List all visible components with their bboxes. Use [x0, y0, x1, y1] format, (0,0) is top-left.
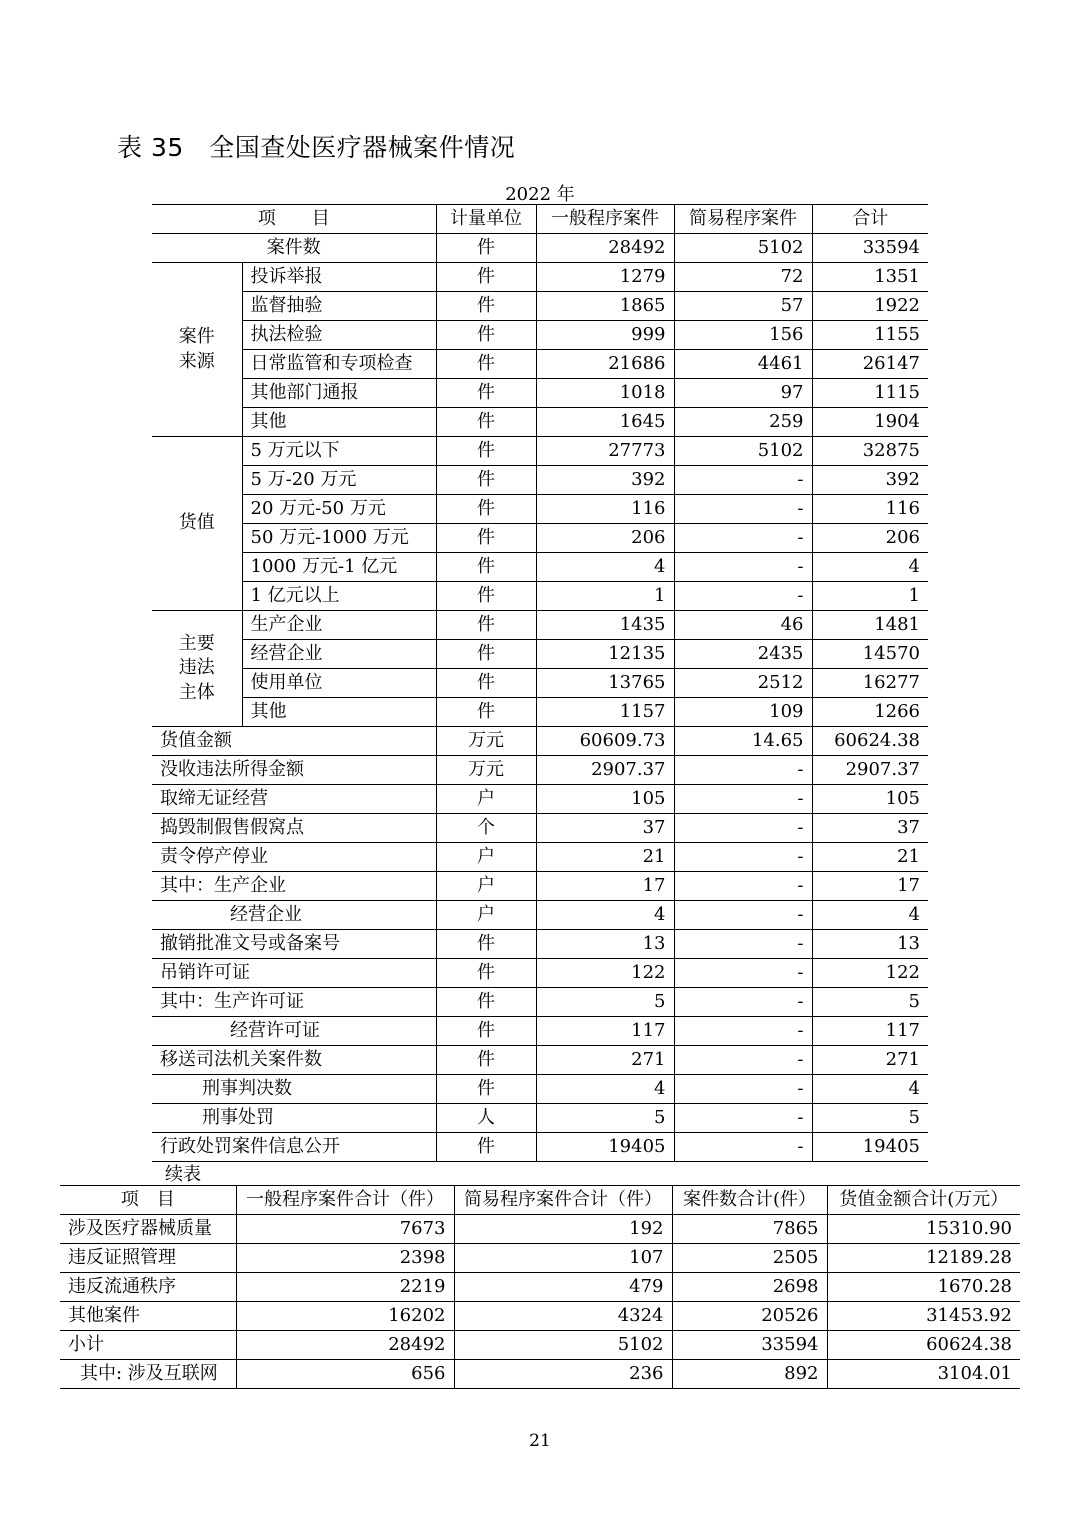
- unit-cell: 个: [436, 814, 536, 843]
- table-header-row: [60, 1186, 1020, 1215]
- value-cell: 7865: [672, 1215, 827, 1244]
- value-cell: 4461: [674, 350, 812, 379]
- value-cell: 1: [536, 582, 674, 611]
- row-label: 其中：生产企业: [152, 872, 436, 901]
- value-cell: -: [674, 1046, 812, 1075]
- value-cell: 392: [536, 466, 674, 495]
- unit-cell: 万元: [436, 756, 536, 785]
- unit-cell: 件: [436, 321, 536, 350]
- value-cell: 1279: [536, 263, 674, 292]
- row-label: 违反证照管理: [60, 1244, 236, 1273]
- table-row: [152, 524, 928, 553]
- value-cell: 60609.73: [536, 727, 674, 756]
- unit-cell: 人: [436, 1104, 536, 1133]
- table-row: [152, 466, 928, 495]
- row-label: 吊销许可证: [152, 959, 436, 988]
- header-cell: 项 目: [60, 1186, 236, 1215]
- value-cell: -: [674, 553, 812, 582]
- row-label: 其中：生产许可证: [152, 988, 436, 1017]
- value-cell: 21: [812, 843, 928, 872]
- value-cell: 33594: [812, 234, 928, 263]
- value-cell: 1904: [812, 408, 928, 437]
- value-cell: 1481: [812, 611, 928, 640]
- value-cell: -: [674, 582, 812, 611]
- table-row: [60, 1273, 1020, 1302]
- table-row: [152, 901, 928, 930]
- table-year: 2022 年: [505, 184, 575, 205]
- value-cell: 4: [536, 553, 674, 582]
- row-label: 刑事处罚: [152, 1104, 436, 1133]
- value-cell: 2219: [236, 1273, 454, 1302]
- row-label: 经营许可证: [152, 1017, 436, 1046]
- value-cell: 392: [812, 466, 928, 495]
- unit-cell: 件: [436, 1075, 536, 1104]
- value-cell: -: [674, 959, 812, 988]
- value-cell: 192: [454, 1215, 672, 1244]
- unit-cell: 件: [436, 524, 536, 553]
- value-cell: 72: [674, 263, 812, 292]
- value-cell: 28492: [536, 234, 674, 263]
- row-label: 5 万-20 万元: [242, 466, 436, 495]
- row-label: 监督抽验: [242, 292, 436, 321]
- row-label: 其他: [242, 698, 436, 727]
- value-cell: 1018: [536, 379, 674, 408]
- row-label: 刑事判决数: [152, 1075, 436, 1104]
- value-cell: 2907.37: [536, 756, 674, 785]
- value-cell: 37: [812, 814, 928, 843]
- value-cell: 892: [672, 1360, 827, 1389]
- row-label: 5 万元以下: [242, 437, 436, 466]
- table-row: [152, 1075, 928, 1104]
- value-cell: 27773: [536, 437, 674, 466]
- row-label: 生产企业: [242, 611, 436, 640]
- value-cell: 13: [812, 930, 928, 959]
- value-cell: 33594: [672, 1331, 827, 1360]
- table-row: [152, 495, 928, 524]
- unit-cell: 件: [436, 408, 536, 437]
- value-cell: 117: [812, 1017, 928, 1046]
- value-cell: 1351: [812, 263, 928, 292]
- unit-cell: 件: [436, 495, 536, 524]
- row-label: 20 万元-50 万元: [242, 495, 436, 524]
- header-cell: 案件数合计(件）: [672, 1186, 827, 1215]
- value-cell: 1645: [536, 408, 674, 437]
- unit-cell: 件: [436, 611, 536, 640]
- continued-label: 续表: [165, 1164, 201, 1185]
- row-label: 其他: [242, 408, 436, 437]
- value-cell: -: [674, 843, 812, 872]
- table-row: [152, 350, 928, 379]
- row-label: 其他部门通报: [242, 379, 436, 408]
- table-row: [152, 582, 928, 611]
- unit-cell: 件: [436, 698, 536, 727]
- value-cell: 2505: [672, 1244, 827, 1273]
- value-cell: 479: [454, 1273, 672, 1302]
- value-cell: 37: [536, 814, 674, 843]
- value-cell: 5: [536, 1104, 674, 1133]
- value-cell: 21: [536, 843, 674, 872]
- page-title: 表 35 全国查处医疗器械案件情况: [117, 133, 516, 162]
- value-cell: 12135: [536, 640, 674, 669]
- value-cell: 5: [812, 1104, 928, 1133]
- value-cell: 271: [536, 1046, 674, 1075]
- value-cell: 1435: [536, 611, 674, 640]
- value-cell: -: [674, 1017, 812, 1046]
- table-row: [152, 814, 928, 843]
- table-row: [152, 292, 928, 321]
- header-cell: 一般程序案件合计（件）: [236, 1186, 454, 1215]
- table-row: [152, 1133, 928, 1162]
- table-row: [152, 408, 928, 437]
- value-cell: 17: [812, 872, 928, 901]
- row-label: 经营企业: [152, 901, 436, 930]
- value-cell: 17: [536, 872, 674, 901]
- value-cell: 5102: [674, 437, 812, 466]
- value-cell: -: [674, 785, 812, 814]
- value-cell: 107: [454, 1244, 672, 1273]
- row-label: 执法检验: [242, 321, 436, 350]
- unit-cell: 户: [436, 785, 536, 814]
- table-row: [152, 698, 928, 727]
- row-label: 行政处罚案件信息公开: [152, 1133, 436, 1162]
- unit-cell: 件: [436, 1046, 536, 1075]
- table-row: [152, 1046, 928, 1075]
- value-cell: 259: [674, 408, 812, 437]
- table-row: [152, 930, 928, 959]
- value-cell: 206: [536, 524, 674, 553]
- value-cell: 31453.92: [827, 1302, 1020, 1331]
- value-cell: -: [674, 466, 812, 495]
- row-label: 违反流通秩序: [60, 1273, 236, 1302]
- unit-cell: 件: [436, 988, 536, 1017]
- value-cell: 5102: [674, 234, 812, 263]
- value-cell: 4: [536, 901, 674, 930]
- value-cell: 4: [812, 1075, 928, 1104]
- value-cell: 60624.38: [812, 727, 928, 756]
- value-cell: 26147: [812, 350, 928, 379]
- table-row: [152, 1017, 928, 1046]
- value-cell: 4: [536, 1075, 674, 1104]
- table-row: [152, 785, 928, 814]
- value-cell: 19405: [536, 1133, 674, 1162]
- row-label: 使用单位: [242, 669, 436, 698]
- unit-cell: 件: [436, 640, 536, 669]
- row-label: 其他案件: [60, 1302, 236, 1331]
- value-cell: 236: [454, 1360, 672, 1389]
- value-cell: 656: [236, 1360, 454, 1389]
- value-cell: 5: [536, 988, 674, 1017]
- value-cell: 1922: [812, 292, 928, 321]
- value-cell: 32875: [812, 437, 928, 466]
- table-row: [60, 1331, 1020, 1360]
- value-cell: 4: [812, 553, 928, 582]
- value-cell: 2907.37: [812, 756, 928, 785]
- row-label: 货值金额: [152, 727, 436, 756]
- table-row: [60, 1302, 1020, 1331]
- value-cell: -: [674, 901, 812, 930]
- value-cell: 19405: [812, 1133, 928, 1162]
- unit-cell: 件: [436, 959, 536, 988]
- value-cell: 21686: [536, 350, 674, 379]
- value-cell: 156: [674, 321, 812, 350]
- table-row: [60, 1244, 1020, 1273]
- unit-cell: 件: [436, 1133, 536, 1162]
- value-cell: 1157: [536, 698, 674, 727]
- table-row: [152, 959, 928, 988]
- value-cell: 122: [536, 959, 674, 988]
- value-cell: 206: [812, 524, 928, 553]
- value-cell: -: [674, 1075, 812, 1104]
- row-label: 投诉举报: [242, 263, 436, 292]
- row-label: 捣毁制假售假窝点: [152, 814, 436, 843]
- value-cell: 97: [674, 379, 812, 408]
- row-label: 其中: 涉及互联网: [60, 1360, 236, 1389]
- header-cell: 简易程序案件: [674, 205, 812, 234]
- value-cell: 16202: [236, 1302, 454, 1331]
- continued-table: [60, 1185, 1020, 1389]
- value-cell: 28492: [236, 1331, 454, 1360]
- table-row: [152, 669, 928, 698]
- value-cell: 14570: [812, 640, 928, 669]
- table-row: [152, 1104, 928, 1133]
- row-label: 1 亿元以上: [242, 582, 436, 611]
- unit-cell: 户: [436, 901, 536, 930]
- header-cell: 简易程序案件合计（件）: [454, 1186, 672, 1215]
- value-cell: 1155: [812, 321, 928, 350]
- page-number: 21: [529, 1431, 551, 1451]
- value-cell: 57: [674, 292, 812, 321]
- header-cell: 货值金额合计(万元）: [827, 1186, 1020, 1215]
- value-cell: 2435: [674, 640, 812, 669]
- value-cell: 2698: [672, 1273, 827, 1302]
- unit-cell: 件: [436, 379, 536, 408]
- value-cell: -: [674, 495, 812, 524]
- value-cell: 13: [536, 930, 674, 959]
- table-row: [152, 553, 928, 582]
- value-cell: 20526: [672, 1302, 827, 1331]
- table-row: [152, 872, 928, 901]
- row-label: 责令停产停业: [152, 843, 436, 872]
- row-label: 50 万元-1000 万元: [242, 524, 436, 553]
- value-cell: 12189.28: [827, 1244, 1020, 1273]
- value-cell: 13765: [536, 669, 674, 698]
- row-label: 没收违法所得金额: [152, 756, 436, 785]
- value-cell: 1266: [812, 698, 928, 727]
- header-item: 项 目: [152, 205, 436, 234]
- table-row: [152, 727, 928, 756]
- table-row: [152, 756, 928, 785]
- unit-cell: 件: [436, 553, 536, 582]
- value-cell: 14.65: [674, 727, 812, 756]
- row-label: 日常监管和专项检查: [242, 350, 436, 379]
- value-cell: 7673: [236, 1215, 454, 1244]
- group-label: 主要 违法 主体: [152, 611, 242, 727]
- unit-cell: 件: [436, 582, 536, 611]
- unit-cell: 件: [436, 350, 536, 379]
- row-label: 经营企业: [242, 640, 436, 669]
- table-row: [152, 611, 928, 640]
- value-cell: 1670.28: [827, 1273, 1020, 1302]
- value-cell: -: [674, 988, 812, 1017]
- value-cell: 105: [812, 785, 928, 814]
- value-cell: -: [674, 1104, 812, 1133]
- unit-cell: 件: [436, 263, 536, 292]
- row-label: 移送司法机关案件数: [152, 1046, 436, 1075]
- unit-cell: 件: [436, 466, 536, 495]
- unit-cell: 件: [436, 437, 536, 466]
- value-cell: 2512: [674, 669, 812, 698]
- value-cell: -: [674, 1133, 812, 1162]
- value-cell: 116: [536, 495, 674, 524]
- value-cell: -: [674, 756, 812, 785]
- row-label: 取缔无证经营: [152, 785, 436, 814]
- unit-cell: 件: [436, 1017, 536, 1046]
- value-cell: 1: [812, 582, 928, 611]
- row-label: 撤销批准文号或备案号: [152, 930, 436, 959]
- unit-cell: 件: [436, 669, 536, 698]
- value-cell: -: [674, 930, 812, 959]
- value-cell: 2398: [236, 1244, 454, 1273]
- table-row: [152, 640, 928, 669]
- value-cell: 5: [812, 988, 928, 1017]
- value-cell: 999: [536, 321, 674, 350]
- value-cell: 60624.38: [827, 1331, 1020, 1360]
- table-row: [60, 1215, 1020, 1244]
- value-cell: -: [674, 524, 812, 553]
- table-row: [60, 1360, 1020, 1389]
- value-cell: 46: [674, 611, 812, 640]
- value-cell: 4324: [454, 1302, 672, 1331]
- table-row: [152, 234, 928, 263]
- value-cell: 5102: [454, 1331, 672, 1360]
- row-label: 涉及医疗器械质量: [60, 1215, 236, 1244]
- main-table: [152, 204, 928, 1162]
- value-cell: 4: [812, 901, 928, 930]
- value-cell: 15310.90: [827, 1215, 1020, 1244]
- value-cell: 16277: [812, 669, 928, 698]
- group-label: 货值: [152, 437, 242, 611]
- table-row: [152, 988, 928, 1017]
- value-cell: 116: [812, 495, 928, 524]
- header-cell: 合计: [812, 205, 928, 234]
- unit-cell: 户: [436, 843, 536, 872]
- unit-cell: 件: [436, 234, 536, 263]
- value-cell: 1865: [536, 292, 674, 321]
- value-cell: 1115: [812, 379, 928, 408]
- row-label: 1000 万元-1 亿元: [242, 553, 436, 582]
- unit-cell: 件: [436, 292, 536, 321]
- table-row: [152, 321, 928, 350]
- table-row: [152, 437, 928, 466]
- header-cell: 一般程序案件: [536, 205, 674, 234]
- group-label: 案件 来源: [152, 263, 242, 437]
- row-label: 案件数: [152, 234, 436, 263]
- value-cell: 3104.01: [827, 1360, 1020, 1389]
- value-cell: 122: [812, 959, 928, 988]
- table-row: [152, 843, 928, 872]
- unit-cell: 件: [436, 930, 536, 959]
- value-cell: 271: [812, 1046, 928, 1075]
- unit-cell: 户: [436, 872, 536, 901]
- value-cell: -: [674, 814, 812, 843]
- value-cell: 105: [536, 785, 674, 814]
- table-row: [152, 379, 928, 408]
- table-header-row: [152, 205, 928, 234]
- row-label: 小计: [60, 1331, 236, 1360]
- unit-cell: 万元: [436, 727, 536, 756]
- value-cell: 117: [536, 1017, 674, 1046]
- table-row: [152, 263, 928, 292]
- value-cell: 109: [674, 698, 812, 727]
- header-cell: 计量单位: [436, 205, 536, 234]
- value-cell: -: [674, 872, 812, 901]
